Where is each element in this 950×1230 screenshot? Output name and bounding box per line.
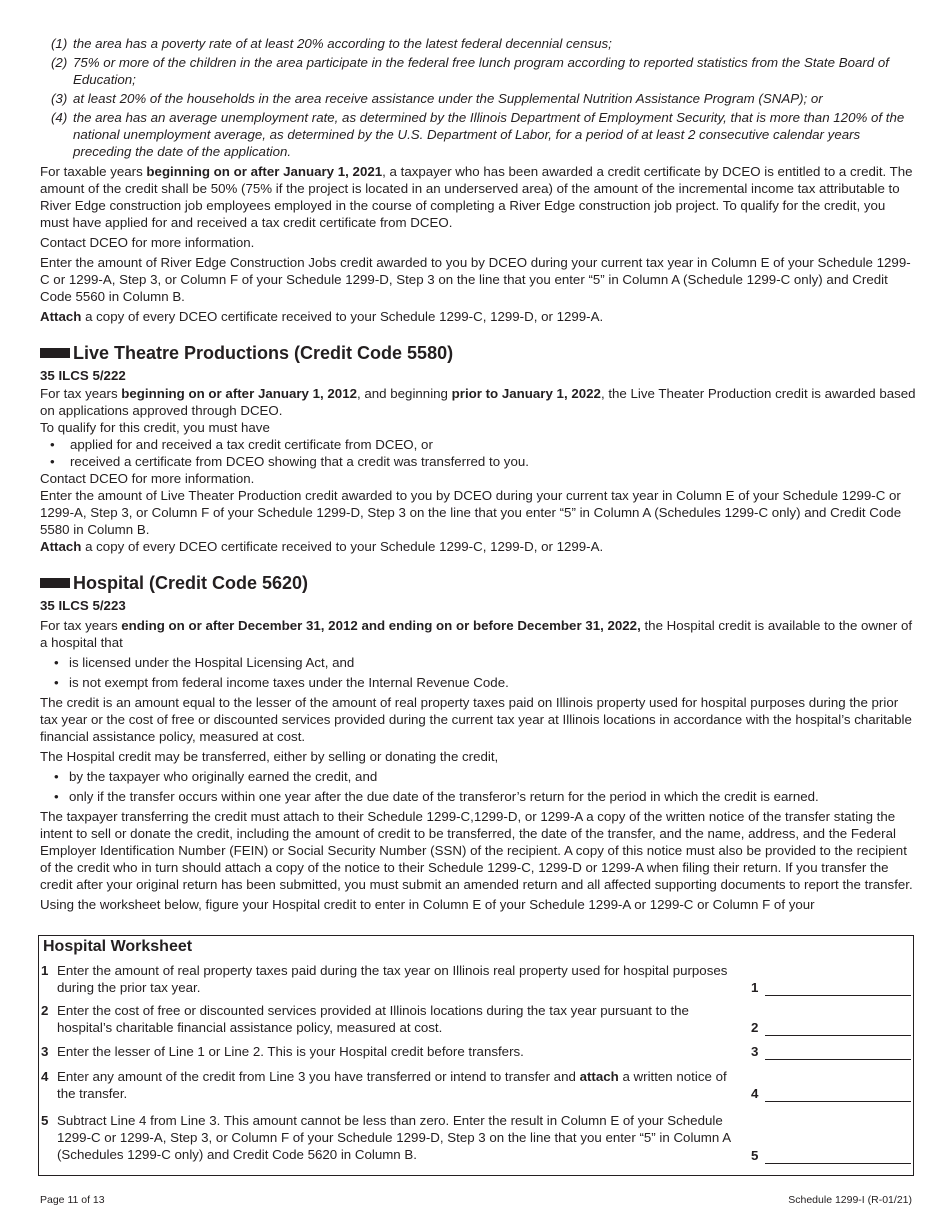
theatre-heading: Live Theatre Productions (Credit Code 5580) (40, 342, 916, 364)
hospital-heading: Hospital (Credit Code 5620) (40, 572, 916, 594)
hospital-ilcs: 35 ILCS 5/223 (40, 598, 126, 613)
line-1-input[interactable] (765, 995, 911, 996)
river-edge-contact: Contact DCEO for more information. (40, 235, 255, 250)
hospital-transfer: The Hospital credit may be transferred, either by selling or donating the credit, (40, 749, 499, 764)
list-item: (4) the area has an average unemployment rate, as determined by the Illinois Department of Employment Security, that is more than 120% of the national unemployment average, as determined by the U.S. Department of Labor, for a period of at least 2 consecutive calendar years preceding the date of the application. (51, 110, 905, 159)
line-4-answer: 4 (749, 1085, 911, 1102)
theatre-ilcs: 35 ILCS 5/222 (40, 368, 126, 383)
hospital-paragraph: For tax years ending on or after December 31, 2012 and ending on or before December 31, 2022, the Hospital credit is available to the owner of a hospital that (40, 618, 913, 650)
list-item: • received a certificate from DCEO showing that a credit was transferred to you. (40, 453, 916, 470)
line-5-input[interactable] (765, 1163, 911, 1164)
hospital-bullets (40, 654, 916, 691)
list-item: (2) 75% or more of the children in the area participate in the federal free lunch program according to reported statistics from the State Board of Education; (51, 55, 889, 87)
section-bar-icon (40, 348, 70, 358)
worksheet-title: Hospital Worksheet (43, 938, 193, 955)
area-conditions-list (40, 35, 916, 160)
hospital-transfer-bullets (40, 768, 916, 805)
theatre-bullets (40, 436, 916, 470)
line-2-answer: 2 (749, 1019, 911, 1036)
line-4-input[interactable] (765, 1101, 911, 1102)
list-item: (1) the area has a poverty rate of at least 20% according to the latest federal decennial census; (51, 36, 612, 51)
line-5-answer: 5 (749, 1147, 911, 1164)
list-item: • only if the transfer occurs within one year after the due date of the transferor’s return for the period in which the credit is earned. (40, 788, 916, 805)
list-item: • is not exempt from federal income taxes under the Internal Revenue Code. (40, 674, 916, 691)
hospital-worksheet-intro: Using the worksheet below, figure your Hospital credit to enter in Column E of your Schedule 1299-A or 1299-C or Column F of your (40, 897, 815, 912)
theatre-contact: Contact DCEO for more information. (40, 471, 255, 486)
page-number: Page 11 of 13 (40, 1194, 105, 1206)
line-3-answer: 3 (749, 1043, 911, 1060)
theatre-enter: Enter the amount of Live Theater Production credit awarded to you by DCEO during your current tax year in Column E of your Schedule 1299-C or 1299-A, Step 3, or Column F of your Schedule 1299-D, Step 3 on the line that you enter “5” in Column A (Schedules 1299-C only) and Credit Code 5580 in Column B. (40, 488, 902, 537)
theatre-qualify: To qualify for this credit, you must have (40, 420, 270, 435)
hospital-credit-amount: The credit is an amount equal to the lesser of the amount of real property taxes paid on Illinois property used for hospital purposes during the prior tax year or the cost of free or discounted services provided during the current tax year at Illinois locations in accordance with the hospital’s charitable financial assistance policy, measured at cost. (40, 695, 912, 744)
list-item: • is licensed under the Hospital Licensing Act, and (40, 654, 916, 671)
hospital-worksheet: Hospital Worksheet 1 Enter the amount of real property taxes paid during the tax year on Illinois real property used for hospital purposes during the prior tax year. 1 2 Enter the cost of free or discounted services provided at Illinois locations during the tax year pursuant to the hospital’s charitable financial assistance policy, measured at cost. 2 3 Enter the lesser of Line 1 or Line 2. This is your Hospital credit before transfers. 3 4 Enter any amount of the credit from Line 3 you have transferred or intend to transfer and attach a written notice of the transfer. 4 5 Subtract Line 4 from Line 3. This amount cannot be less than zero. Enter the result in Column E of your Schedule 1299-C or 1299-A, Step 3, or Column F of your Schedule 1299-D, Step 3 on the line that you enter “5” in Column A (Schedules 1299-C only) and Credit Code 5620 in Column B. 5 (38, 935, 914, 1176)
page-body (40, 35, 916, 913)
river-edge-attach: Attach a copy of every DCEO certificate received to your Schedule 1299-C, 1299-D, or 1299-A. (40, 309, 604, 324)
list-item: • applied for and received a tax credit certificate from DCEO, or (40, 436, 916, 453)
line-3-input[interactable] (765, 1059, 911, 1060)
line-1-answer: 1 (749, 979, 911, 996)
section-bar-icon (40, 578, 70, 588)
river-edge-paragraph: For taxable years beginning on or after January 1, 2021, a taxpayer who has been awarded a credit certificate by DCEO is entitled to a credit. The amount of the credit shall be 50% (75% if the project is located in an underserved area) of the amount of the incremental income tax attributable to River Edge construction job employees employed in the course of completing a River Edge construction job project. To qualify for the credit, you must have applied for and received a tax credit certificate from DCEO. (40, 164, 913, 230)
theatre-attach: Attach a copy of every DCEO certificate received to your Schedule 1299-C, 1299-D, or 1299-A. (40, 539, 604, 554)
line-2-input[interactable] (765, 1035, 911, 1036)
theatre-paragraph: For tax years beginning on or after January 1, 2012, and beginning prior to January 1, 2022, the Live Theater Production credit is awarded based on applications approved through DCEO. (40, 386, 916, 418)
hospital-notice: The taxpayer transferring the credit must attach to their Schedule 1299-C,1299-D, or 1299-A a copy of the written notice of the transfer stating the intent to sell or donate the credit, including the amount of credit to be transferred, the date of the transfer, and the name, address, and the Federal Employer Identification Number (FEIN) or Social Security Number (SSN) of the recipient. A copy of this notice must also be provided to the recipient of the credit who in turn should attach a copy of the notice to their Schedule 1299-C, 1299-D or 1299-A when filing their return. If you transfer the credit after your original return has been submitted, you must submit an amended return and all affected supporting documents to report the transfer. (40, 809, 913, 892)
list-item: • by the taxpayer who originally earned the credit, and (40, 768, 916, 785)
form-id: Schedule 1299-I (R-01/21) (788, 1194, 912, 1206)
river-edge-enter: Enter the amount of River Edge Construction Jobs credit awarded to you by DCEO during your current tax year in Column E of your Schedule 1299-C or 1299-A, Step 3, or Column F of your Schedule 1299-D, Step 3 on the line that you enter “5” in Column A (Schedule 1299-C only) and Credit Code 5560 in Column B. (40, 255, 911, 304)
list-item: (3) at least 20% of the households in the area receive assistance under the Supplemental Nutrition Assistance Program (SNAP); or (51, 91, 823, 106)
